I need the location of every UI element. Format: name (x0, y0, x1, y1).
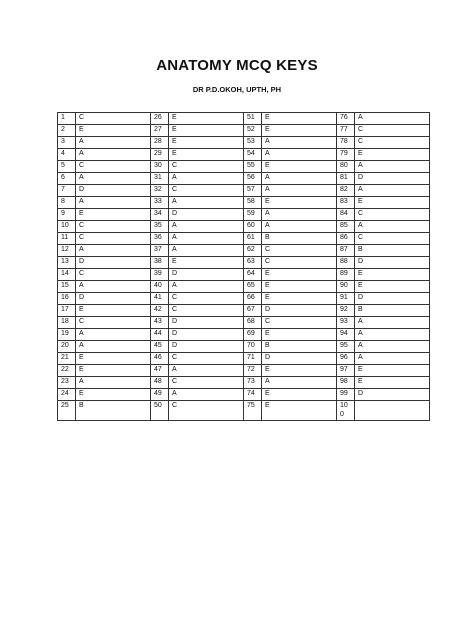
question-number: 38 (151, 257, 169, 269)
question-number: 52 (244, 125, 262, 137)
answer-letter: A (76, 281, 151, 293)
question-number: 72 (244, 365, 262, 377)
answer-letter: C (169, 305, 244, 317)
table-row (58, 377, 430, 389)
question-number: 31 (151, 173, 169, 185)
question-number: 27 (151, 125, 169, 137)
question-number: 99 (337, 389, 355, 401)
question-number: 22 (58, 365, 76, 377)
question-number: 63 (244, 257, 262, 269)
question-number: 46 (151, 353, 169, 365)
question-number: 84 (337, 209, 355, 221)
question-number: 98 (337, 377, 355, 389)
answer-letter: A (355, 353, 430, 365)
answer-letter: A (76, 149, 151, 161)
question-number: 73 (244, 377, 262, 389)
answer-letter: C (169, 185, 244, 197)
answer-letter: C (355, 209, 430, 221)
answer-letter: D (76, 185, 151, 197)
question-number: 10 (58, 221, 76, 233)
question-number: 5 (58, 161, 76, 173)
question-number: 50 (151, 401, 169, 421)
table-row (58, 197, 430, 209)
question-number: 85 (337, 221, 355, 233)
answer-letter: A (262, 185, 337, 197)
answer-key-table (57, 112, 430, 421)
question-number: 82 (337, 185, 355, 197)
answer-letter: D (355, 293, 430, 305)
answer-letter: C (355, 233, 430, 245)
answer-letter: A (169, 389, 244, 401)
question-number: 61 (244, 233, 262, 245)
answer-letter: E (169, 257, 244, 269)
answer-letter: E (355, 149, 430, 161)
answer-letter: E (76, 209, 151, 221)
answer-letter: E (76, 305, 151, 317)
question-number: 74 (244, 389, 262, 401)
question-number: 94 (337, 329, 355, 341)
table-row (58, 305, 430, 317)
question-number: 41 (151, 293, 169, 305)
answer-letter: E (262, 293, 337, 305)
question-number: 29 (151, 149, 169, 161)
answer-letter: A (76, 377, 151, 389)
question-number: 11 (58, 233, 76, 245)
answer-letter (355, 401, 430, 421)
table-row (58, 137, 430, 149)
answer-letter: B (355, 245, 430, 257)
question-number: 48 (151, 377, 169, 389)
table-row (58, 185, 430, 197)
answer-letter: D (355, 173, 430, 185)
answer-letter: C (262, 257, 337, 269)
table-row (58, 317, 430, 329)
question-number: 37 (151, 245, 169, 257)
answer-letter: E (76, 365, 151, 377)
question-number: 36 (151, 233, 169, 245)
question-number: 13 (58, 257, 76, 269)
document-subtitle: DR P.D.OKOH, UPTH, PH (192, 85, 282, 94)
question-number: 33 (151, 197, 169, 209)
question-number: 17 (58, 305, 76, 317)
table-row (58, 293, 430, 305)
answer-letter: E (169, 113, 244, 125)
question-number: 43 (151, 317, 169, 329)
answer-letter: B (262, 341, 337, 353)
answer-letter: A (355, 341, 430, 353)
answer-letter: C (355, 125, 430, 137)
answer-letter: A (355, 317, 430, 329)
document-title: ANATOMY MCQ KEYS (156, 57, 318, 74)
answer-letter: A (76, 173, 151, 185)
question-number: 19 (58, 329, 76, 341)
answer-letter: C (262, 245, 337, 257)
question-number: 92 (337, 305, 355, 317)
answer-letter: E (262, 197, 337, 209)
table-row (58, 161, 430, 173)
question-number: 23 (58, 377, 76, 389)
answer-letter: C (169, 401, 244, 421)
question-number: 3 (58, 137, 76, 149)
answer-letter: E (76, 353, 151, 365)
question-number: 97 (337, 365, 355, 377)
answer-letter: C (76, 317, 151, 329)
answer-letter: A (262, 173, 337, 185)
question-number: 86 (337, 233, 355, 245)
answer-letter: E (262, 125, 337, 137)
answer-letter: C (169, 377, 244, 389)
answer-letter: E (355, 377, 430, 389)
answer-letter: E (355, 365, 430, 377)
table-row (58, 389, 430, 401)
answer-letter: B (355, 305, 430, 317)
answer-letter: E (355, 269, 430, 281)
answer-letter: A (169, 245, 244, 257)
answer-letter: C (169, 293, 244, 305)
answer-letter: E (355, 197, 430, 209)
answer-letter: E (169, 125, 244, 137)
question-number: 78 (337, 137, 355, 149)
table-row (58, 173, 430, 185)
answer-letter: A (169, 197, 244, 209)
answer-letter: A (76, 197, 151, 209)
question-number: 25 (58, 401, 76, 421)
question-number: 35 (151, 221, 169, 233)
question-number: 1 (58, 113, 76, 125)
question-number: 7 (58, 185, 76, 197)
question-number: 91 (337, 293, 355, 305)
question-number: 56 (244, 173, 262, 185)
answer-letter: A (355, 113, 430, 125)
table-row (58, 329, 430, 341)
question-number: 21 (58, 353, 76, 365)
question-number: 14 (58, 269, 76, 281)
answer-letter: D (169, 317, 244, 329)
answer-letter: E (262, 389, 337, 401)
answer-letter: E (262, 365, 337, 377)
answer-letter: D (169, 341, 244, 353)
question-number: 49 (151, 389, 169, 401)
answer-letter: A (76, 245, 151, 257)
answer-key-body (58, 113, 430, 421)
answer-letter: C (262, 317, 337, 329)
question-number: 8 (58, 197, 76, 209)
question-number: 15 (58, 281, 76, 293)
answer-letter: D (262, 305, 337, 317)
question-number: 68 (244, 317, 262, 329)
answer-letter: D (355, 389, 430, 401)
answer-letter: A (76, 329, 151, 341)
question-number: 80 (337, 161, 355, 173)
answer-letter: A (355, 185, 430, 197)
answer-letter: A (355, 329, 430, 341)
table-row (58, 233, 430, 245)
answer-letter: A (262, 221, 337, 233)
answer-letter: D (169, 269, 244, 281)
answer-letter: A (169, 281, 244, 293)
table-row (58, 149, 430, 161)
question-number: 67 (244, 305, 262, 317)
question-number: 32 (151, 185, 169, 197)
answer-letter: C (355, 137, 430, 149)
answer-letter: A (76, 341, 151, 353)
question-number: 89 (337, 269, 355, 281)
table-row (58, 125, 430, 137)
question-number: 34 (151, 209, 169, 221)
question-number: 57 (244, 185, 262, 197)
question-number: 96 (337, 353, 355, 365)
answer-letter: E (76, 389, 151, 401)
answer-letter: C (76, 233, 151, 245)
question-number: 24 (58, 389, 76, 401)
answer-letter: A (169, 173, 244, 185)
answer-letter: B (76, 401, 151, 421)
answer-letter: E (76, 125, 151, 137)
answer-letter: D (169, 209, 244, 221)
question-number: 90 (337, 281, 355, 293)
question-number: 83 (337, 197, 355, 209)
table-row (58, 401, 430, 421)
question-number: 39 (151, 269, 169, 281)
question-number: 12 (58, 245, 76, 257)
answer-letter: E (262, 161, 337, 173)
table-row (58, 281, 430, 293)
question-number: 54 (244, 149, 262, 161)
question-number: 70 (244, 341, 262, 353)
table-row (58, 209, 430, 221)
answer-letter: A (169, 221, 244, 233)
question-number: 9 (58, 209, 76, 221)
question-number: 44 (151, 329, 169, 341)
answer-letter: A (262, 137, 337, 149)
answer-letter: C (169, 353, 244, 365)
question-number: 28 (151, 137, 169, 149)
question-number: 59 (244, 209, 262, 221)
answer-letter: E (262, 281, 337, 293)
answer-letter: D (262, 353, 337, 365)
answer-letter: D (355, 257, 430, 269)
question-number: 76 (337, 113, 355, 125)
answer-letter: B (262, 233, 337, 245)
question-number: 40 (151, 281, 169, 293)
question-number: 64 (244, 269, 262, 281)
answer-letter: E (262, 401, 337, 421)
table-row (58, 113, 430, 125)
answer-letter: D (169, 329, 244, 341)
question-number: 66 (244, 293, 262, 305)
question-number: 88 (337, 257, 355, 269)
question-number: 53 (244, 137, 262, 149)
question-number: 2 (58, 125, 76, 137)
answer-letter: E (169, 149, 244, 161)
question-number: 10 0 (337, 401, 355, 421)
question-number: 26 (151, 113, 169, 125)
answer-letter: A (262, 209, 337, 221)
question-number: 58 (244, 197, 262, 209)
question-number: 6 (58, 173, 76, 185)
question-number: 69 (244, 329, 262, 341)
answer-letter: E (262, 113, 337, 125)
answer-letter: A (262, 377, 337, 389)
question-number: 4 (58, 149, 76, 161)
table-row (58, 245, 430, 257)
question-number: 71 (244, 353, 262, 365)
question-number: 30 (151, 161, 169, 173)
table-row (58, 257, 430, 269)
answer-letter: C (76, 221, 151, 233)
table-row (58, 353, 430, 365)
question-number: 18 (58, 317, 76, 329)
question-number: 45 (151, 341, 169, 353)
question-number: 81 (337, 173, 355, 185)
question-number: 62 (244, 245, 262, 257)
table-row (58, 365, 430, 377)
question-number: 87 (337, 245, 355, 257)
table-row (58, 221, 430, 233)
question-number: 60 (244, 221, 262, 233)
answer-letter: A (169, 365, 244, 377)
answer-letter: C (76, 161, 151, 173)
question-number: 20 (58, 341, 76, 353)
question-number: 79 (337, 149, 355, 161)
question-number: 55 (244, 161, 262, 173)
answer-letter: D (76, 293, 151, 305)
answer-letter: A (262, 149, 337, 161)
answer-letter: E (262, 329, 337, 341)
question-number: 65 (244, 281, 262, 293)
question-number: 16 (58, 293, 76, 305)
answer-letter: E (169, 137, 244, 149)
answer-letter: A (76, 137, 151, 149)
question-number: 47 (151, 365, 169, 377)
answer-letter: C (76, 269, 151, 281)
table-row (58, 269, 430, 281)
answer-letter: A (355, 161, 430, 173)
question-number: 93 (337, 317, 355, 329)
table-row (58, 341, 430, 353)
question-number: 75 (244, 401, 262, 421)
question-number: 95 (337, 341, 355, 353)
answer-letter: A (355, 221, 430, 233)
question-number: 77 (337, 125, 355, 137)
answer-letter: D (76, 257, 151, 269)
answer-letter: C (76, 113, 151, 125)
answer-letter: E (262, 269, 337, 281)
question-number: 42 (151, 305, 169, 317)
question-number: 51 (244, 113, 262, 125)
answer-letter: C (169, 161, 244, 173)
answer-letter: A (169, 233, 244, 245)
answer-letter: E (355, 281, 430, 293)
